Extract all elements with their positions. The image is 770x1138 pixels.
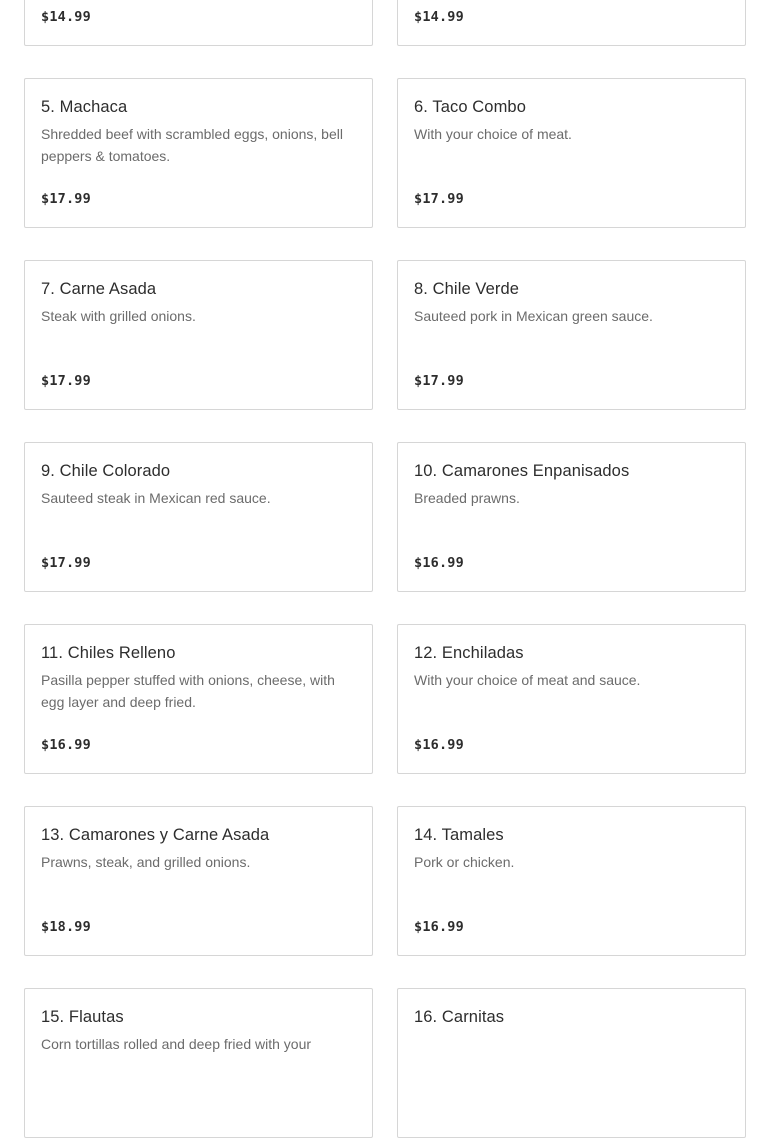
menu-item-card[interactable] — [24, 806, 373, 956]
menu-item-card[interactable] — [24, 442, 373, 592]
menu-item-card[interactable] — [397, 0, 746, 46]
menu-item-card[interactable] — [397, 806, 746, 956]
menu-item-price: $16.99 — [414, 919, 464, 935]
menu-item-description: Corn tortillas rolled and deep fried with your — [41, 1036, 312, 1052]
menu-item-price: $14.99 — [414, 9, 464, 25]
menu-item-card[interactable] — [24, 0, 373, 46]
menu-item-card[interactable] — [24, 78, 373, 228]
menu-item-title: 10. Camarones Enpanisados — [414, 462, 630, 480]
menu-item-card[interactable] — [397, 988, 746, 1138]
menu-item-description: Pasilla pepper stuffed with onions, cheese, with egg layer and deep fried. — [41, 672, 335, 710]
menu-item-title: 13. Camarones y Carne Asada — [41, 826, 270, 844]
menu-item-description: With your choice of meat. — [414, 126, 572, 142]
menu-item-price: $17.99 — [414, 373, 464, 389]
menu-item-price: $17.99 — [41, 191, 91, 207]
menu-item-description: Breaded prawns. — [414, 490, 520, 506]
menu-item-description: Sauteed steak in Mexican red sauce. — [41, 490, 271, 506]
menu-item-price: $16.99 — [414, 737, 464, 753]
menu-item-title: 15. Flautas — [41, 1008, 124, 1026]
menu-item-grid — [24, 0, 746, 1138]
menu-item-title: 16. Carnitas — [414, 1008, 505, 1026]
menu-item-price: $14.99 — [41, 9, 91, 25]
menu-item-card[interactable] — [397, 442, 746, 592]
menu-item-title: 6. Taco Combo — [414, 98, 526, 116]
menu-item-title: 8. Chile Verde — [414, 280, 520, 298]
menu-item-description: Steak with grilled onions. — [41, 308, 196, 324]
menu-item-price: $18.99 — [41, 919, 91, 935]
menu-item-price: $16.99 — [41, 737, 91, 753]
menu-item-price: $17.99 — [41, 555, 91, 571]
menu-item-card[interactable] — [397, 624, 746, 774]
menu-item-price: $17.99 — [41, 373, 91, 389]
menu-item-card[interactable] — [24, 624, 373, 774]
menu-item-card[interactable] — [24, 988, 373, 1138]
menu-item-description: Prawns, steak, and grilled onions. — [41, 854, 251, 870]
menu-item-card[interactable] — [397, 260, 746, 410]
menu-item-price: $17.99 — [414, 191, 464, 207]
menu-item-description: Pork or chicken. — [414, 854, 515, 870]
menu-item-description: Sauteed pork in Mexican green sauce. — [414, 308, 653, 324]
menu-item-card[interactable] — [24, 260, 373, 410]
menu-item-title: 7. Carne Asada — [41, 280, 157, 298]
menu-item-price: $16.99 — [414, 555, 464, 571]
menu-item-title: 5. Machaca — [41, 98, 128, 116]
menu-item-card[interactable] — [397, 78, 746, 228]
menu-item-title: 12. Enchiladas — [414, 644, 524, 662]
menu-item-title: 11. Chiles Relleno — [41, 644, 176, 662]
menu-item-title: 9. Chile Colorado — [41, 462, 171, 480]
menu-item-title: 14. Tamales — [414, 826, 504, 844]
menu-item-description: Shredded beef with scrambled eggs, onions, bell peppers & tomatoes. — [41, 126, 343, 164]
menu-item-description: With your choice of meat and sauce. — [414, 672, 641, 688]
